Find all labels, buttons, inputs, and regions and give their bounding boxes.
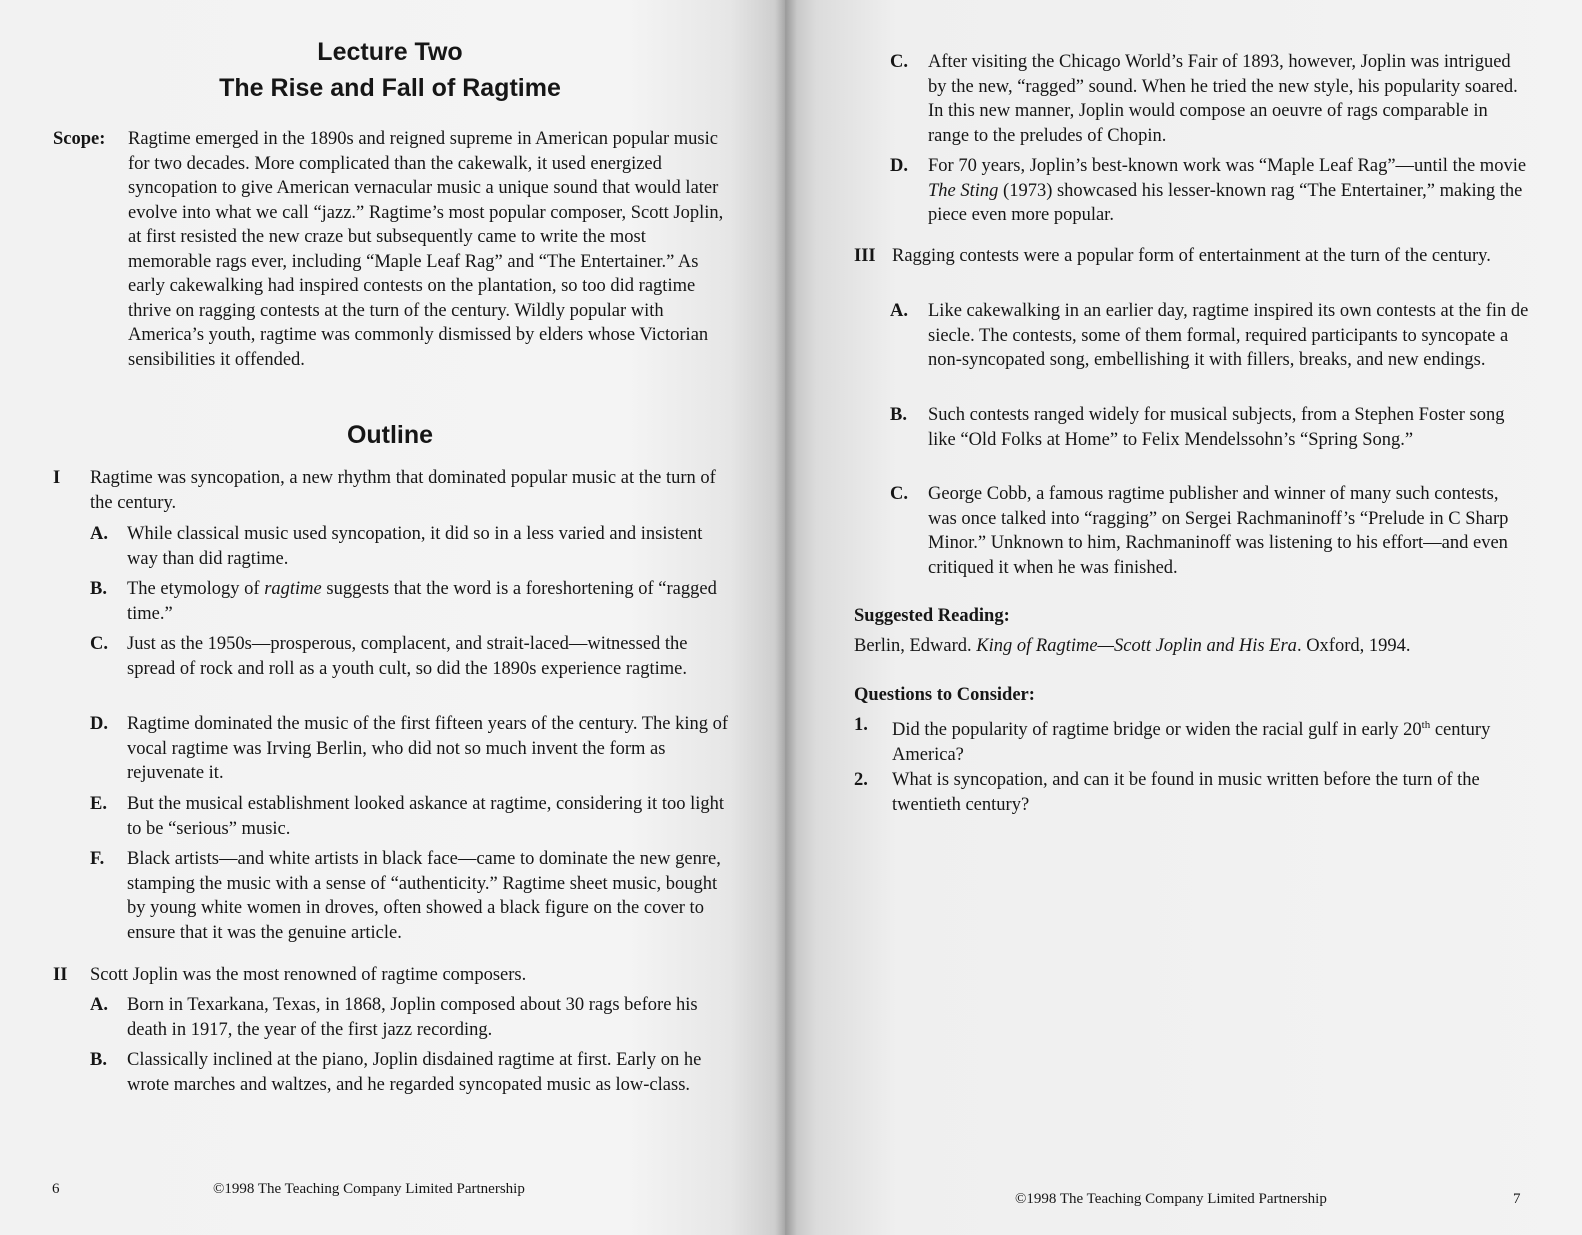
lecture-title: The Rise and Fall of Ragtime bbox=[219, 74, 561, 102]
item-text: Born in Texarkana, Texas, in 1868, Joplin composed about 30 rags before his death in 1917, the year of the first jazz recording. bbox=[127, 995, 698, 1040]
outline-item-3c bbox=[890, 482, 1530, 580]
outline-item-1b bbox=[90, 577, 730, 626]
outline-item-2b bbox=[90, 1048, 730, 1097]
question-text: What is syncopation, and can it be found in music written before the turn of the twentieth century? bbox=[892, 770, 1480, 815]
question-1 bbox=[854, 713, 1530, 767]
outline-item-1c bbox=[90, 632, 730, 681]
outline-item-2a bbox=[90, 993, 730, 1042]
reading-publisher: . Oxford, 1994. bbox=[1296, 636, 1411, 656]
section-number: II bbox=[53, 965, 68, 985]
outline-section-3 bbox=[854, 244, 1530, 269]
item-label: B. bbox=[90, 579, 107, 599]
outline-item-1e bbox=[90, 792, 730, 841]
section-number: I bbox=[53, 468, 61, 488]
item-text: The etymology of ragtime suggests that the word is a foreshortening of “ragged time.” bbox=[127, 579, 717, 624]
section-text: Scott Joplin was the most renowned of ragtime composers. bbox=[90, 965, 527, 985]
reading-citation bbox=[854, 634, 1530, 659]
questions-label: Questions to Consider: bbox=[854, 685, 1035, 705]
section-number: III bbox=[854, 246, 876, 266]
scope-label: Scope: bbox=[53, 129, 106, 149]
question-text: Did the popularity of ragtime bridge or widen the racial gulf in early 20th century America? bbox=[892, 719, 1491, 765]
left-page bbox=[0, 0, 785, 1235]
item-text: Like cakewalking in an earlier day, ragtime inspired its own contests at the fin de siecle. The contests, some of them formal, required participants to syncopate a non-syncopated song, embellishing it with fillers, breaks, and new endings. bbox=[928, 301, 1529, 370]
outline-section-2 bbox=[53, 963, 733, 988]
item-label: A. bbox=[90, 995, 108, 1015]
item-text: Black artists—and white artists in black face—came to dominate the new genre, stamping the music with a sense of “authenticity.” Ragtime sheet music, bought by young white women in droves, often showed a black figure on the cover to ensure that it was the genuine article. bbox=[127, 849, 721, 943]
reading-title: King of Ragtime—Scott Joplin and His Era bbox=[976, 636, 1297, 656]
outline-item-2d bbox=[890, 154, 1530, 228]
item-text: Ragtime dominated the music of the first fifteen years of the century. The king of vocal ragtime was Irving Berlin, who did not so much invent the form as rejuvenate it. bbox=[127, 714, 729, 783]
section-text: Ragging contests were a popular form of entertainment at the turn of the century. bbox=[892, 246, 1491, 266]
outline-item-1f bbox=[90, 847, 730, 945]
scope-text: Ragtime emerged in the 1890s and reigned supreme in American popular music for two decades. More complicated than the cakewalk, it used energized syncopation to give American vernacular music a unique sound that would later evolve into what we call “jazz.” Ragtime’s most popular composer, Scott Joplin, at first resisted the new craze but subsequently came to write the most memorable rags ever, including “Maple Leaf Rag” and “The Entertainer.” As early cakewalking had inspired contests on the plantation, so too did ragtime thrive on ragging contests at the turn of the century. Wildly popular with America’s youth, ragtime was commonly dismissed by elders whose Victorian sensibilities it offended. bbox=[128, 129, 724, 370]
item-label: C. bbox=[90, 634, 108, 654]
item-text: Classically inclined at the piano, Joplin disdained ragtime at first. Early on he wrote marches and waltzes, and he regarded syncopated music as low-class. bbox=[127, 1050, 702, 1095]
item-text: Such contests ranged widely for musical subjects, from a Stephen Foster song like “Old Folks at Home” to Felix Mendelssohn’s “Spring Song.” bbox=[928, 405, 1505, 450]
item-label: A. bbox=[90, 524, 108, 544]
lecture-number: Lecture Two bbox=[317, 38, 463, 66]
outline-item-3a bbox=[890, 299, 1530, 373]
item-text: George Cobb, a famous ragtime publisher and winner of many such contests, was once talked into “ragging” on Sergei Rachmaninoff’s “Prelude in C Sharp Minor.” Unknown to him, Rachmaninoff was listening to his effort—and even critiqued it when he was finished. bbox=[928, 484, 1509, 578]
outline-item-3b bbox=[890, 403, 1530, 452]
question-number: 1. bbox=[854, 715, 868, 735]
item-label: B. bbox=[90, 1050, 107, 1070]
outline-item-2c bbox=[890, 50, 1530, 148]
item-label: A. bbox=[890, 301, 908, 321]
copyright-footer-right: ©1998 The Teaching Company Limited Partnership bbox=[1015, 1191, 1327, 1207]
outline-title: Outline bbox=[346, 421, 434, 449]
outline-item-1d bbox=[90, 712, 730, 786]
item-label: D. bbox=[90, 714, 108, 734]
item-text: After visiting the Chicago World’s Fair of 1893, however, Joplin was intrigued by the new, “ragged” sound. When he tried the new style, his popularity soared. In this new manner, Joplin would compose an oeuvre of rags comparable in range to the preludes of Chopin. bbox=[928, 52, 1518, 146]
item-text: But the musical establishment looked askance at ragtime, considering it too light to be “serious” music. bbox=[127, 794, 725, 839]
book-gutter bbox=[775, 0, 797, 1235]
suggested-reading-label: Suggested Reading: bbox=[854, 606, 1010, 626]
reading-author: Berlin, Edward. bbox=[854, 636, 972, 656]
page-number-right: 7 bbox=[1513, 1191, 1521, 1207]
item-label: D. bbox=[890, 156, 908, 176]
outline-section-1 bbox=[53, 466, 733, 515]
right-page bbox=[785, 0, 1582, 1235]
outline-item-1a bbox=[90, 522, 730, 571]
question-number: 2. bbox=[854, 770, 868, 790]
item-text: Just as the 1950s—prosperous, complacent, and strait-laced—witnessed the spread of rock and roll as a youth cult, so did the 1890s experience ragtime. bbox=[127, 634, 688, 679]
question-2 bbox=[854, 768, 1530, 817]
item-text: While classical music used syncopation, it did so in a less varied and insistent way than did ragtime. bbox=[127, 524, 703, 569]
scope-section bbox=[53, 127, 733, 372]
copyright-footer-left: ©1998 The Teaching Company Limited Partnership bbox=[213, 1181, 525, 1197]
item-label: C. bbox=[890, 484, 908, 504]
item-label: F. bbox=[90, 849, 105, 869]
item-label: E. bbox=[90, 794, 107, 814]
section-text: Ragtime was syncopation, a new rhythm that dominated popular music at the turn of the century. bbox=[90, 468, 716, 513]
item-label: C. bbox=[890, 52, 908, 72]
page-number-left: 6 bbox=[52, 1181, 60, 1197]
item-text: For 70 years, Joplin’s best-known work was “Maple Leaf Rag”—until the movie The Sting (1973) showcased his lesser-known rag “The Entertainer,” making the piece even more popular. bbox=[928, 156, 1527, 225]
item-label: B. bbox=[890, 405, 907, 425]
